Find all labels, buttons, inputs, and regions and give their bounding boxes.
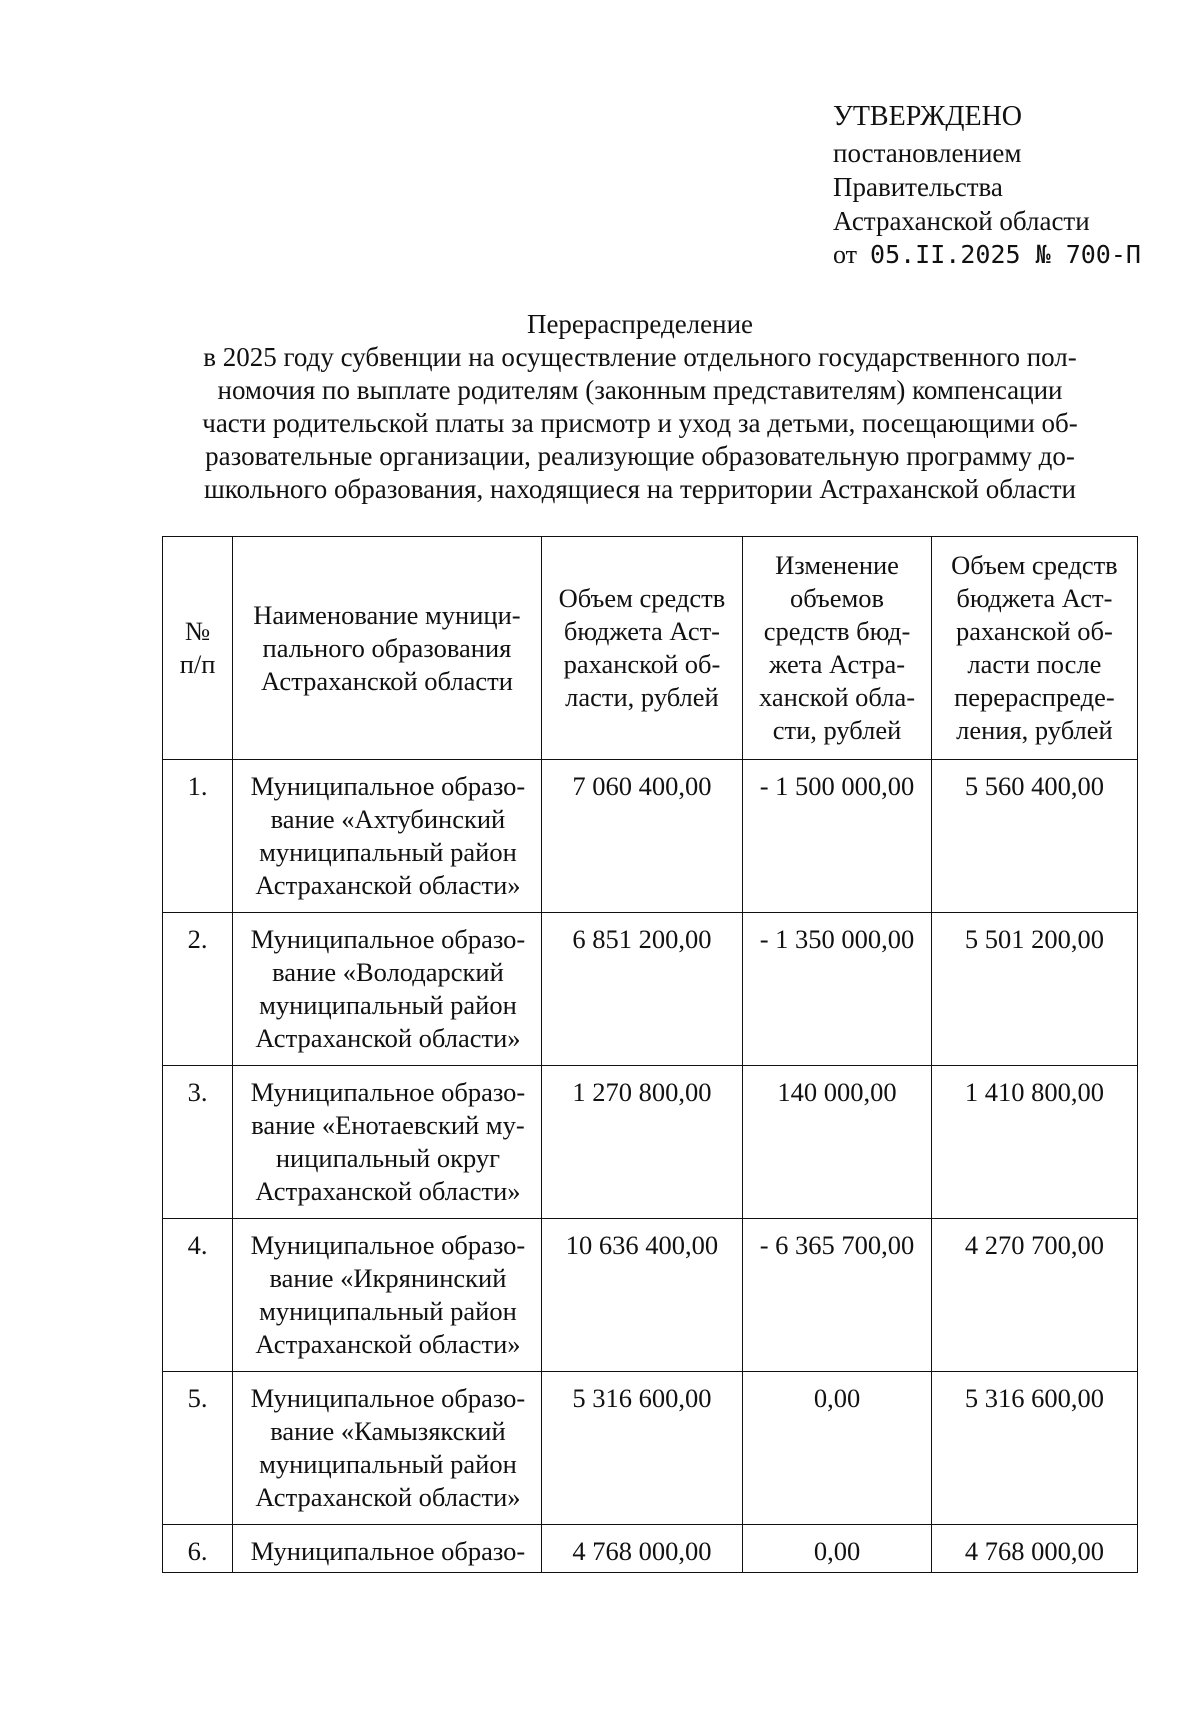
header-change-line: средств бюд- — [763, 616, 911, 646]
name-line: Астраханской области» — [255, 1482, 521, 1512]
document-title — [160, 308, 1120, 506]
name-line: вание «Камызякский — [270, 1416, 506, 1446]
header-change — [743, 537, 932, 760]
header-before-line: бюджета Аст- — [563, 616, 720, 646]
budget-change: 140 000,00 — [743, 1066, 932, 1219]
name-line: ниципальный округ — [275, 1143, 500, 1173]
name-line: Астраханской области» — [255, 870, 521, 900]
name-line: муниципальный район — [259, 1296, 517, 1326]
municipality-name — [233, 1066, 541, 1219]
approval-block — [833, 100, 1141, 272]
row-number: 6. — [163, 1525, 233, 1573]
budget-before: 1 270 800,00 — [541, 1066, 743, 1219]
budget-before: 7 060 400,00 — [541, 760, 743, 913]
title-line-1: в 2025 году субвенции на осуществление отдельного государственного пол- — [203, 342, 1077, 372]
date-prefix: от — [833, 240, 858, 269]
header-change-line: ханской обла- — [758, 682, 916, 712]
municipality-name — [233, 760, 541, 913]
name-line: вание «Енотаевский му- — [251, 1110, 525, 1140]
approval-date-line — [833, 238, 1141, 272]
budget-change: - 1 350 000,00 — [743, 913, 932, 1066]
table-row — [163, 1372, 1138, 1525]
header-change-line: сти, рублей — [772, 715, 902, 745]
name-line: Астраханской области» — [255, 1329, 521, 1359]
row-number: 2. — [163, 913, 233, 1066]
municipality-name — [233, 1372, 541, 1525]
name-line: Муниципальное образо- — [250, 1077, 526, 1107]
header-after-line: ления, рублей — [956, 715, 1113, 745]
table-row — [163, 913, 1138, 1066]
name-line: муниципальный район — [259, 1449, 517, 1479]
budget-after: 4 270 700,00 — [931, 1219, 1137, 1372]
name-line: вание «Володарский — [272, 957, 504, 987]
date-value: 05.II.2025 № 700-П — [870, 240, 1141, 269]
name-line: муниципальный район — [259, 990, 517, 1020]
header-budget-before — [541, 537, 743, 760]
header-after-line: Объем средств — [951, 550, 1118, 580]
title-line-4: разовательные организации, реализующие образовательную программу до- — [205, 441, 1075, 471]
budget-after: 5 560 400,00 — [931, 760, 1137, 913]
title-line-3: части родительской платы за присмотр и уход за детьми, посещающими об- — [202, 408, 1078, 438]
row-number: 5. — [163, 1372, 233, 1525]
approval-line-1: постановлением — [833, 138, 1022, 168]
table-row — [163, 1066, 1138, 1219]
title-line-5: школьного образования, находящиеся на территории Астраханской области — [203, 474, 1076, 504]
header-after-line: перераспреде- — [954, 682, 1115, 712]
name-line: Муниципальное образо- — [250, 924, 526, 954]
header-number — [163, 537, 233, 760]
title-heading: Перераспределение — [526, 309, 754, 339]
name-line: Муниципальное образо- — [250, 771, 526, 801]
header-budget-after — [931, 537, 1137, 760]
header-after-line: ласти после — [967, 649, 1102, 679]
table-row — [163, 1525, 1138, 1573]
budget-before: 6 851 200,00 — [541, 913, 743, 1066]
name-line: вание «Ахтубинский — [270, 804, 506, 834]
name-line: Муниципальное образо- — [250, 1536, 526, 1566]
table-row — [163, 1219, 1138, 1372]
row-number: 3. — [163, 1066, 233, 1219]
header-before-line: раханской об- — [563, 649, 721, 679]
budget-before: 4 768 000,00 — [541, 1525, 743, 1573]
row-number: 4. — [163, 1219, 233, 1372]
budget-change: - 1 500 000,00 — [743, 760, 932, 913]
header-number-line: № — [184, 616, 211, 646]
redistribution-table — [162, 536, 1138, 1573]
header-before-line: ласти, рублей — [565, 682, 719, 712]
table-row — [163, 760, 1138, 913]
header-name-line: Астраханской области — [260, 665, 513, 696]
budget-change: 0,00 — [743, 1372, 932, 1525]
header-number-line: п/п — [179, 649, 216, 679]
header-after-line: раханской об- — [956, 616, 1113, 646]
title-line-2: номочия по выплате родителям (законным представителям) компенсации — [217, 375, 1063, 405]
budget-change: - 6 365 700,00 — [743, 1219, 932, 1372]
header-name — [233, 537, 541, 760]
municipality-name — [233, 1219, 541, 1372]
header-name-line: пального образования — [262, 632, 512, 663]
table-header-row — [163, 537, 1138, 760]
header-change-line: Изменение — [775, 550, 899, 580]
row-number: 1. — [163, 760, 233, 913]
header-before-line: Объем средств — [558, 583, 726, 613]
header-change-line: жета Астра- — [769, 649, 906, 679]
header-change-line: объемов — [789, 583, 885, 613]
budget-before: 10 636 400,00 — [541, 1219, 743, 1372]
approval-stamp: УТВЕРЖДЕНО — [833, 101, 1023, 132]
header-after-line: бюджета Аст- — [956, 583, 1113, 613]
budget-after: 1 410 800,00 — [931, 1066, 1137, 1219]
municipality-name — [233, 1525, 541, 1573]
name-line: Астраханской области» — [255, 1023, 521, 1053]
name-line: Муниципальное образо- — [250, 1230, 526, 1260]
name-line: Астраханской области» — [255, 1176, 521, 1206]
budget-after: 5 316 600,00 — [931, 1372, 1137, 1525]
budget-after: 4 768 000,00 — [931, 1525, 1137, 1573]
approval-line-2: Правительства — [833, 172, 1003, 202]
header-name-line: Наименование муници- — [253, 599, 521, 630]
name-line: Муниципальное образо- — [250, 1383, 526, 1413]
budget-change: 0,00 — [743, 1525, 932, 1573]
name-line: муниципальный район — [259, 837, 517, 867]
approval-line-3: Астраханской области — [833, 206, 1090, 236]
budget-after: 5 501 200,00 — [931, 913, 1137, 1066]
name-line: вание «Икрянинский — [269, 1263, 507, 1293]
municipality-name — [233, 913, 541, 1066]
budget-before: 5 316 600,00 — [541, 1372, 743, 1525]
